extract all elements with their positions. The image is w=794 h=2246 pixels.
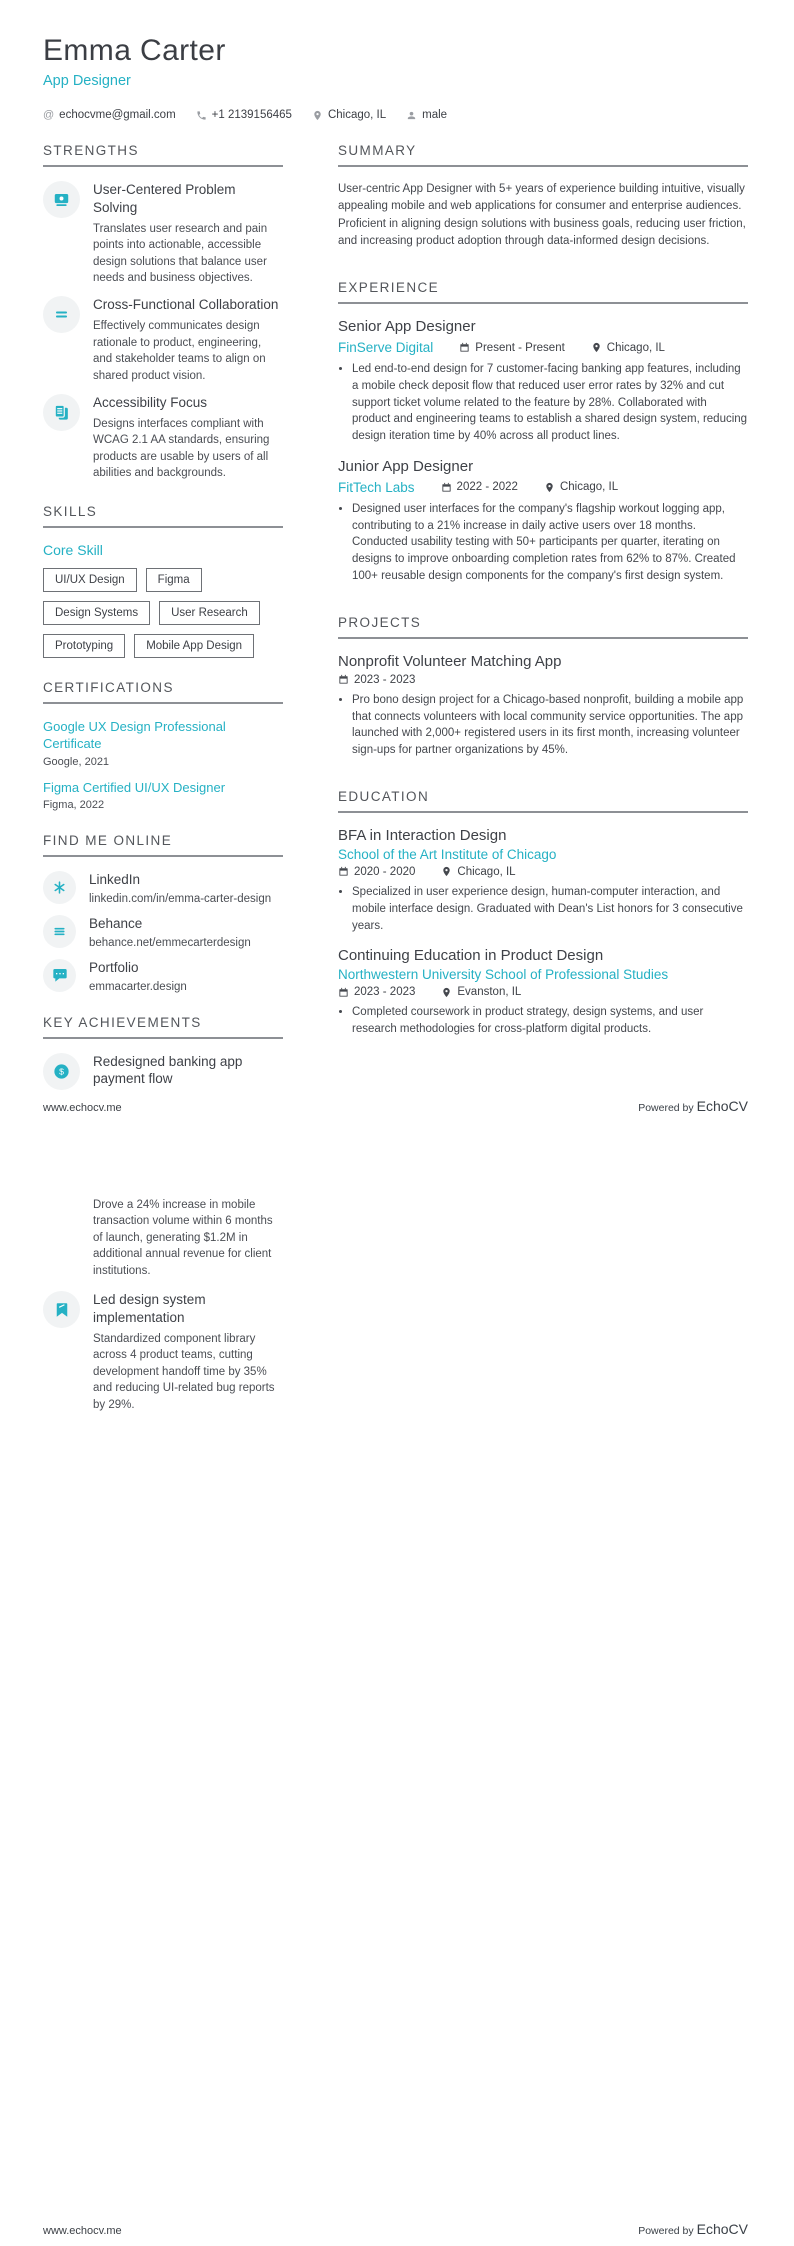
projects-heading: PROJECTS: [338, 615, 748, 639]
experience-location: Chicago, IL: [544, 481, 618, 493]
education-heading: EDUCATION: [338, 789, 748, 813]
contact-row: [43, 109, 748, 121]
experience-position: Senior App Designer: [338, 318, 476, 335]
certifications-heading: CERTIFICATIONS: [43, 680, 283, 704]
online-profile-url[interactable]: linkedin.com/in/emma-carter-design: [89, 892, 272, 905]
strengths-heading: STRENGTHS: [43, 143, 283, 167]
education-dates: 2020 - 2020: [338, 866, 415, 878]
page-footer: [43, 2221, 748, 2237]
key-achievements-heading: KEY ACHIEVEMENTS: [43, 1015, 283, 1039]
education-location: Evanston, IL: [441, 986, 521, 998]
phone-icon: [196, 110, 207, 121]
online-profile-label: Portfolio: [89, 959, 139, 975]
summary-text: User-centric App Designer with 5+ years of experience building intuitive, visually appealing mobile and web applications for consumer and enterprise audiences. Proficient in aligning design solutions with business goals, reducing user friction, and increasing product adoption through data-informed design decisions.: [338, 183, 746, 247]
achievement-description: Drove a 24% increase in mobile transaction volume within 6 months of launch, generating $1.2M in additional annual revenue for client institutions.: [93, 1199, 273, 1277]
resume-header: [43, 34, 748, 121]
achievement-item: [43, 1053, 283, 1093]
project-dates: 2023 - 2023: [338, 674, 415, 686]
dollar-icon: [43, 1053, 80, 1090]
skills-section: [43, 504, 283, 658]
education-degree: BFA in Interaction Design: [338, 826, 507, 844]
online-profile-item: [43, 915, 283, 949]
candidate-job-title: App Designer: [43, 73, 131, 89]
certifications-section: [43, 680, 283, 812]
education-dates: 2023 - 2023: [338, 986, 415, 998]
certification-name-link[interactable]: Figma Certified UI/UX Designer: [43, 779, 226, 795]
location-pin-icon: [544, 482, 555, 493]
skill-chip: UI/UX Design: [43, 568, 137, 592]
strength-description: Designs interfaces compliant with WCAG 2.1 AA standards, ensuring products are usable by users of all abilities and backgrounds.: [93, 417, 270, 480]
online-profile-label: Behance: [89, 915, 143, 931]
experience-heading: EXPERIENCE: [338, 280, 748, 304]
calendar-icon: [338, 866, 349, 877]
strength-title: User-Centered Problem Solving: [93, 182, 236, 215]
certification-item: [43, 718, 283, 768]
project-entry: [338, 653, 748, 759]
online-profile-url[interactable]: emmacarter.design: [89, 980, 187, 993]
right-column: [338, 143, 748, 1114]
footer-site-link[interactable]: www.echocv.me: [43, 2225, 122, 2237]
skill-chip: Mobile App Design: [134, 634, 254, 658]
experience-company-link[interactable]: FinServe Digital: [338, 340, 434, 355]
online-profile-item: [43, 959, 283, 993]
calendar-icon: [441, 482, 452, 493]
education-location: Chicago, IL: [441, 866, 515, 878]
education-bullet: • Completed coursework in product strategy, design systems, and user research methodologies for cross-platform digital products.: [352, 1004, 748, 1038]
location-pin-icon: [591, 342, 602, 353]
person-icon: [406, 110, 417, 121]
online-profile-item: [43, 871, 283, 905]
calendar-icon: [459, 342, 470, 353]
achievement-item: [43, 1291, 283, 1413]
chat-bubble-icon: [43, 959, 76, 992]
find-me-online-section: [43, 833, 283, 992]
calendar-icon: [338, 674, 349, 685]
online-profile-label: LinkedIn: [89, 872, 141, 888]
achievement-description: Standardized component library across 4 product teams, cutting development handoff time by 35% and reducing UI-related bug reports by 29%.: [93, 1332, 275, 1411]
skill-chip: User Research: [159, 601, 260, 625]
experience-entry: [338, 318, 748, 445]
summary-section: [338, 143, 748, 250]
key-achievements-continuation: [43, 1157, 283, 1413]
experience-bullet: • Led end-to-end design for 7 customer-facing banking app features, including a mobile check deposit flow that reduced user error rates by 32% and cut support ticket volume related to the feature by 28%. Collaborated with product and engineering teams to establish a shared design system, reducing design iteration time by 40% across all product lines.: [352, 361, 748, 445]
calendar-icon: [338, 987, 349, 998]
location-pin-icon: [441, 866, 452, 877]
footer-site-link[interactable]: www.echocv.me: [43, 1102, 122, 1114]
left-column: [43, 143, 283, 1114]
strength-item: [43, 296, 283, 384]
project-name: Nonprofit Volunteer Matching App: [338, 652, 562, 670]
candidate-name: Emma Carter: [43, 34, 226, 67]
svg-text:$: $: [59, 1066, 64, 1077]
experience-entry: [338, 458, 748, 585]
experience-dates: 2022 - 2022: [441, 481, 518, 493]
summary-heading: SUMMARY: [338, 143, 748, 167]
education-entry: [338, 947, 748, 1038]
clipboard-icon: [43, 394, 80, 431]
education-school-link[interactable]: Northwestern University School of Professional Studies: [338, 967, 669, 983]
contact-email-text: echocvme@gmail.com: [59, 109, 176, 121]
skills-group-label: Core Skill: [43, 541, 103, 558]
projects-section: [338, 615, 748, 759]
strength-title: Cross-Functional Collaboration: [93, 297, 279, 313]
experience-location: Chicago, IL: [591, 342, 665, 354]
certification-issuer: Figma, 2022: [43, 799, 105, 812]
achievement-title: Redesigned banking app payment flow: [93, 1053, 243, 1087]
education-section: [338, 789, 748, 1038]
resume-page-2: [0, 1123, 794, 2246]
project-bullet: • Pro bono design project for a Chicago-based nonprofit, building a mobile app that connects volunteers with local community service opportunities. The app launched with 2,000+ registered users in its first month, increasing volunteer sign-ups for partner organizations by 45%.: [352, 692, 748, 759]
contact-gender: [406, 109, 447, 121]
achievement-title: Led design system implementation: [93, 1292, 206, 1325]
page-footer: [43, 1098, 748, 1114]
contact-phone-text: +1 2139156465: [211, 109, 292, 121]
powered-by: Powered by EchoCV: [638, 1098, 748, 1114]
online-profile-url[interactable]: behance.net/emmecarterdesign: [89, 936, 251, 949]
strength-title: Accessibility Focus: [93, 394, 208, 410]
strength-description: Effectively communicates design rationale to product, engineering, and stakeholder teams to align on shared product vision.: [93, 320, 266, 382]
linkedin-icon: [43, 871, 76, 904]
skills-heading: SKILLS: [43, 504, 283, 528]
location-pin-icon: [312, 110, 323, 121]
equals-icon: [43, 296, 80, 333]
contact-location-text: Chicago, IL: [327, 109, 387, 121]
education-entry: [338, 827, 748, 934]
certification-issuer: Google, 2021: [43, 755, 110, 768]
location-pin-icon: [441, 987, 452, 998]
contact-location: [312, 109, 386, 121]
contact-phone[interactable]: [196, 109, 292, 121]
certification-name-link[interactable]: Google UX Design Professional Certificate: [43, 718, 226, 752]
education-bullet: • Specialized in user experience design, human-computer interaction, and mobile interface design. Graduated with Dean's List honors for 3 consecutive years.: [352, 884, 748, 934]
certification-item: [43, 779, 283, 812]
screen-card-icon: [43, 181, 80, 218]
experience-section: [338, 280, 748, 585]
contact-gender-text: male: [422, 109, 448, 121]
experience-company-link[interactable]: FitTech Labs: [338, 479, 415, 495]
strengths-section: [43, 143, 283, 482]
bookmark-icon: [43, 1291, 80, 1328]
experience-dates: Present - Present: [459, 342, 564, 354]
skill-chips: [43, 568, 283, 658]
strength-item: [43, 181, 283, 286]
contact-email[interactable]: [43, 109, 176, 121]
find-me-online-heading: FIND ME ONLINE: [43, 833, 283, 857]
experience-position: Junior App Designer: [338, 457, 474, 475]
behance-icon: [43, 915, 76, 948]
echocv-brand-link[interactable]: EchoCV: [696, 1098, 748, 1114]
at-icon: @: [43, 108, 55, 121]
skill-chip: Prototyping: [43, 634, 125, 658]
education-school-link[interactable]: School of the Art Institute of Chicago: [338, 846, 557, 862]
experience-bullet: • Designed user interfaces for the company's flagship workout logging app, contributing to a 21% increase in daily active users over 18 months. Conducted usability testing with 50+ participants per quarter, iterating on designs to improve onboarding completion rates from 62% to 87%. Created 100+ reusable design components for the company's first design system.: [352, 501, 748, 585]
strength-item: [43, 394, 283, 482]
powered-by: Powered by EchoCV: [638, 2221, 748, 2237]
key-achievements-section: [43, 1015, 283, 1093]
strength-description: Translates user research and pain points into actionable, accessible design solutions that balance user needs and business objectives.: [93, 222, 268, 284]
skill-chip: Figma: [146, 568, 202, 592]
skill-chip: Design Systems: [43, 601, 150, 625]
education-degree: Continuing Education in Product Design: [338, 947, 604, 965]
echocv-brand-link[interactable]: EchoCV: [696, 2221, 748, 2237]
